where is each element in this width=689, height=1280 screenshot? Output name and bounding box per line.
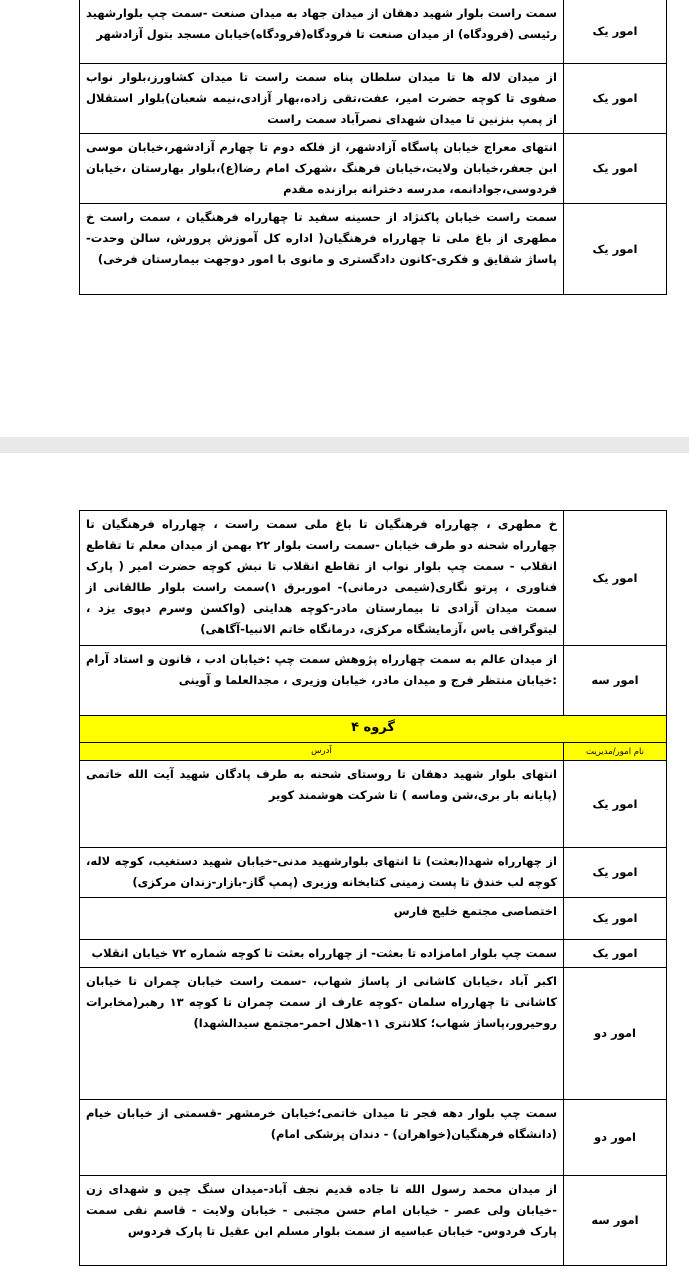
header-address: آدرس [80,743,564,761]
table-row [80,940,667,968]
document-page-2 [0,453,689,1280]
table-header-row [80,743,667,761]
address-cell: انتهای معراج خیابان پاسگاه آزادشهر، از فلکه دوم تا چهارم آزادشهر،خیابان موسی ابن جعفر،خیابان ولایت،خیابان فرهنگ ،شهرک امام رضا(ع)،بلوار بهارستان ،خیابان فردوسی،جوادانمه، مدرسه دخترانه برازنده مقدم [80,134,564,204]
table-row [80,204,667,295]
address-cell: سمت چپ بلوار امامزاده تا بعثت- از چهارراه بعثت تا کوچه شماره ۷۲ خیابان انقلاب [80,940,564,968]
address-cell: سمت راست خیابان پاکنژاد از حسینه سفید تا چهارراه فرهنگیان ، سمت راست خ مطهری از باغ ملی تا چهارراه فرهنگیان( اداره کل آموزش پرورش، سالن وحدت-پاساژ شقایق و فکری-کانون دادگستری و مانوی با امور دوجهت بیمارستان فرخی) [80,204,564,295]
unit-cell: امور یک [564,898,667,940]
address-cell: از چهارراه شهدا(بعثت) تا انتهای بلوارشهید مدنی-خیابان شهید دستغیب، کوچه لاله، کوچه لب خندق تا پست زمینی کتابخانه وزیری (پمپ گاز-بازار-زندان مرکزی) [80,848,564,898]
table-row [80,64,667,134]
unit-cell: امور یک [564,134,667,204]
table-row [80,646,667,716]
table-row [80,134,667,204]
address-cell: سمت راست بلوار شهید دهقان از میدان جهاد به میدان صنعت -سمت چپ بلوارشهید رئیسی (فرودگاه) از میدان صنعت تا فرودگاه(فرودگاه)خیابان مسجد بتول آزادشهر [80,0,564,64]
address-cell: سمت چپ بلوار دهه فجر تا میدان خاتمی؛خیابان خرمشهر -قسمتی از خیابان خیام (دانشگاه فرهنگیان(خواهران) - دندان پزشکی امام) [80,1100,564,1176]
table-row [80,1176,667,1266]
unit-cell: امور سه [564,1176,667,1266]
table-row [80,898,667,940]
address-cell: از میدان لاله ها تا میدان سلطان پناه سمت راست تا میدان کشاورز،بلوار نواب صفوی تا کوچه حضرت امیر، عفت،تقی زاده،بهار آزادی،نیمه شعبان)بلوار استقلال از پمپ بنزنین تا میدان شهدای نصرآباد سمت راست [80,64,564,134]
unit-cell: امور دو [564,1100,667,1176]
group-title-row [80,716,667,743]
document-page-1 [0,0,689,437]
address-cell: اکبر آباد ،خیابان کاشانی از پاساژ شهاب، -سمت راست خیابان چمران تا خیابان کاشانی تا چهارراه سلمان -کوچه عارف از سمت چمران تا کوچه ۱۳ رهبر(مخابرات روحیرور،پاساژ شهاب؛ کلانتری ۱۱-هلال احمر-مجتمع سیدالشهدا) [80,968,564,1100]
unit-cell: امور یک [564,64,667,134]
unit-cell: امور یک [564,0,667,64]
address-cell: انتهای بلوار شهید دهقان تا روستای شحنه به طرف پادگان شهید آیت الله خاتمی (پایانه بار بری،شن وماسه ) تا شرکت هوشمند کویر [80,761,564,848]
table-row [80,511,667,646]
address-table-1 [79,0,667,295]
table-row [80,1100,667,1176]
table-row [80,761,667,848]
address-table-2 [79,510,667,1266]
table-row [80,0,667,64]
unit-cell: امور یک [564,204,667,295]
unit-cell: امور یک [564,940,667,968]
unit-cell: امور سه [564,646,667,716]
unit-cell: امور یک [564,511,667,646]
address-cell: از میدان محمد رسول الله تا جاده قدیم نجف آباد-میدان سنگ چین و شهدای زن -خیابان ولی عصر - خیابان امام حسن مجتبی - خیابان ولایت - قاسم نقی سمت پارک فردوس- خیابان عباسیه از سمت بلوار مسلم ابن عقیل تا پارک فردوس [80,1176,564,1266]
table-row [80,848,667,898]
address-cell: اختصاصی مجتمع خلیج فارس [80,898,564,940]
unit-cell: امور یک [564,848,667,898]
unit-cell: امور دو [564,968,667,1100]
address-cell: خ مطهری ، چهارراه فرهنگیان تا باغ ملی سمت راست ، چهارراه فرهنگیان تا چهارراه شحنه دو طرف خیابان -سمت راست بلوار ۲۲ بهمن از میدان معلم تا تقاطع انقلاب - سمت چپ بلوار نواب از تقاطع انقلاب تا نبش کوچه حضرت امیر ( پارک فناوری ، پرتو نگاری(شیمی درمانی)- اموربرق ۱)سمت راست بلوار طالقانی از سمت میدان آزادی تا بیمارستان مادر-کوچه هدایتی (واکسن وسرم دپوی یزد ، لیتوگرافی یاس ،آزمایشگاه مرکزی، درمانگاه خاتم الانبیا-آگاهی) [80,511,564,646]
unit-cell: امور یک [564,761,667,848]
table-row [80,968,667,1100]
group-title: گروه ۴ [80,716,667,743]
header-unit: نام امور/مدیریت [564,743,667,761]
address-cell: از میدان عالم به سمت چهارراه پژوهش سمت چپ :خیابان ادب ، قانون و استاد آرام :خیابان منتظر فرج و میدان مادر، خیابان وزیری ، مجدالعلما و آوینی [80,646,564,716]
